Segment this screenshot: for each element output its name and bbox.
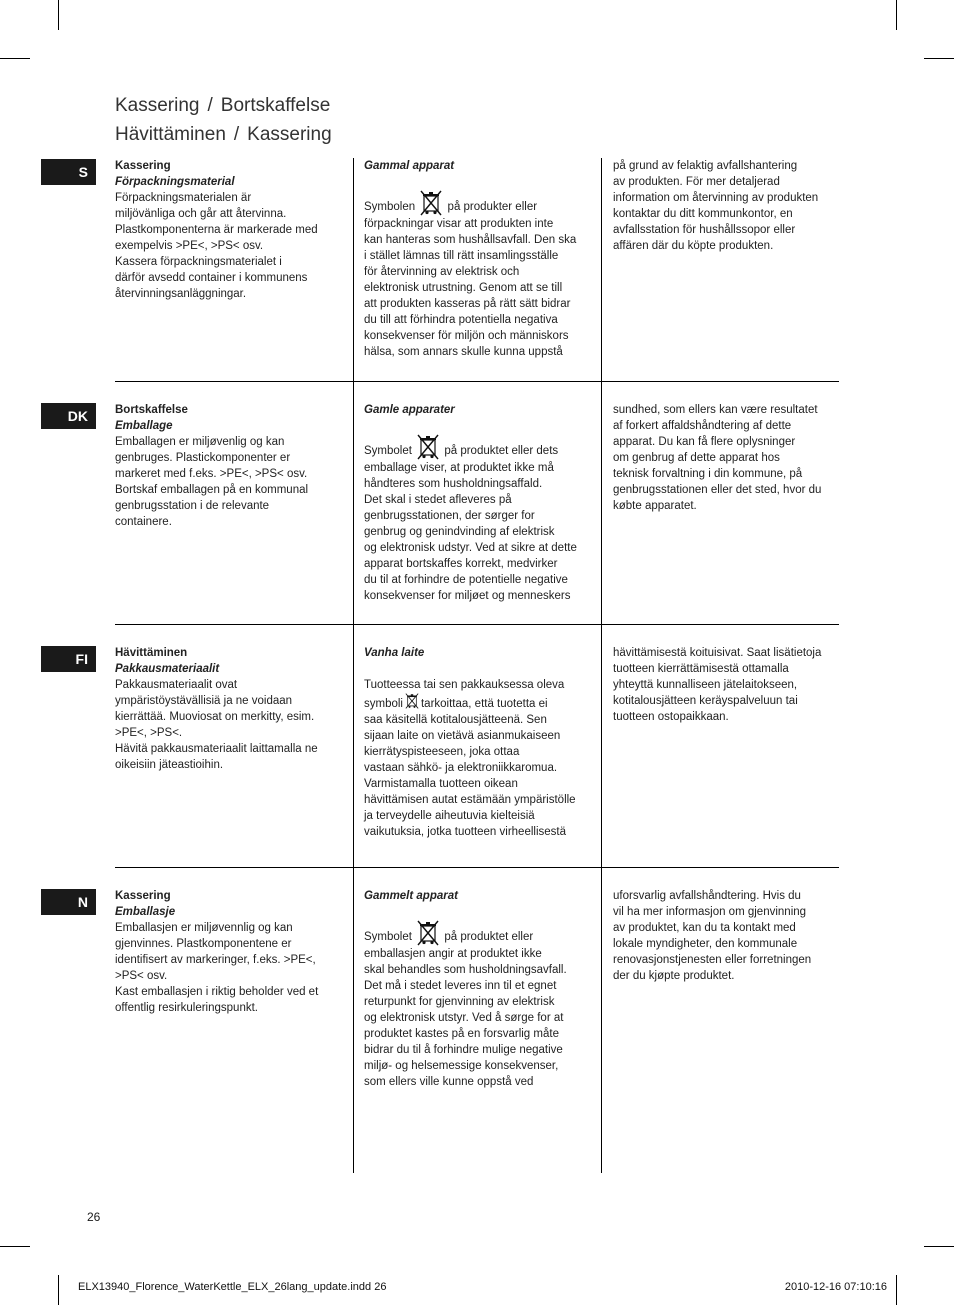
symbol-line (364, 693, 594, 712)
body-text: Symbolet (364, 445, 412, 457)
body-text: uforsvarlig avfallshåndtering. Hvis du vil ha mer informasjon om gjenvinning av produktet, kan du ta kontakt med lokale myndigheter, den kommunale renovasjonstjenesten eller forretningen der du kjøpte produktet. (613, 890, 812, 982)
symbol-line (364, 190, 594, 216)
section-norwegian (0, 888, 954, 1131)
body-text: Förpackningsmaterialen är miljövänliga och går att återvinna. Plastkomponenterna är markerade med exempelvis >PE<, >PS< osv. Kassera förpackningsmaterialet i därför avsedd container i kommunens återvinningsanläggningar. (115, 192, 318, 300)
body-text: förpackningar visar att produkten inte kan hanteras som hushållsavfall. Den ska i stället lämnas till rätt insamlingsställe för återvinning av elektrisk och elektronisk utrustning. Genom att se till att produkten kasseras på rätt sätt bidrar du till att förhindra potentiella negativa konsekvenser för miljön och människors hälsa, som annars skulle kunna uppstå (364, 218, 577, 358)
packaging-column (115, 645, 341, 773)
body-text: på produktet eller (444, 931, 534, 943)
section-finnish (0, 645, 954, 888)
body-text: Symbolet (364, 931, 412, 943)
crossed-out-wheelie-bin-icon (417, 434, 439, 460)
section-heading: Hävittäminen (115, 647, 188, 659)
section-subheading: Pakkausmateriaalit (115, 663, 220, 675)
crossed-out-wheelie-bin-icon (405, 693, 419, 709)
continuation-column (613, 888, 841, 984)
body-text: saa käsitellä kotitalousjätteenä. Sen sijaan laite on vietävä asianmukaiseen kierrätyspisteeseen, joka ottaa vastaan sähkö- ja elektroniikkaromua. Varmistamalla tuotteen oikean hävittämisen autat estämään ympäristölle ja terveydelle aiheutuvia kielteisiä vaikutuksia, jotka tuotteen virheellisestä (364, 714, 576, 838)
section-subheading: Emballasje (115, 906, 176, 918)
packaging-column (115, 158, 341, 302)
footer-timestamp: 2010-12-16 07:10:16 (784, 1281, 887, 1293)
language-tag: N (41, 889, 96, 915)
language-tag: S (41, 159, 96, 185)
packaging-column (115, 402, 341, 530)
body-text: Emballagen er miljøvenlig og kan genbruges. Plastickomponenter er markeret med f.eks. >PE<, >PS< osv. Bortskaf emballagen på en kommunal genbrugsstation i de relevante containere. (115, 436, 309, 528)
title-separator: / (207, 95, 213, 116)
old-appliance-column (364, 402, 594, 604)
body-text: Tuotteessa tai sen pakkauksessa oleva (364, 679, 565, 691)
old-appliance-column (364, 888, 594, 1090)
body-text: på produktet eller dets (444, 445, 559, 457)
section-heading: Bortskaffelse (115, 404, 188, 416)
crop-mark (924, 58, 954, 59)
body-text: sundhed, som ellers kan være resultatet af forkert affaldshåndtering af dette apparat. Du kan få flere oplysninger om genbrug af dette apparat hos teknisk forvaltning i din kommune, på genbrugsstationen eller det sted, hvor du købte apparatet. (613, 404, 822, 512)
page-number: 26 (87, 1210, 101, 1224)
crop-mark (58, 1275, 59, 1305)
section-heading: Kassering (115, 890, 171, 902)
body-text: emballage viser, at produktet ikke må håndteres som husholdningsaffald. Det skal i stedet afleveres på genbrugsstationen, der sørger for genbrug og genindvinding af elektrisk og elektronisk udstyr. Ved at sikre at dette apparat bortskaffes korrekt, medvirker du til at forhindre de potentielle negative konsekvenser for miljøet og menneskers (364, 462, 577, 602)
crop-mark (896, 1275, 897, 1305)
body-text: emballasjen angir at produktet ikke skal behandles som husholdningsavfall. Det må i stedet leveres inn til et egnet returpunkt for gjenvinning av elektrisk og elektronisk utstyr. Ved å sørge for at produktet kastes på en forsvarlig måte bidrar du til å forhindre mulige negative miljø- og helsemessige konsekvenser, som ellers ville kunne oppstå ved (364, 948, 567, 1088)
crop-mark (924, 1246, 954, 1247)
section-subheading: Gamle apparater (364, 404, 455, 416)
crop-mark (0, 1246, 30, 1247)
packaging-column (115, 888, 341, 1016)
body-text: tarkoittaa, että tuotetta ei (420, 698, 548, 710)
continuation-column (613, 402, 841, 514)
crossed-out-wheelie-bin-icon (420, 190, 442, 216)
body-text: på grund av felaktig avfallshantering av produkten. För mer detaljerad information om återvinning av produkten kontaktar du ditt kommunkontor, en avfallsstation för hushållssopor eller affären där du köpte produkten. (613, 160, 819, 252)
crop-mark (0, 58, 30, 59)
body-text: symboli (364, 698, 403, 710)
section-subheading: Gammelt apparat (364, 890, 458, 902)
section-subheading: Vanha laite (364, 647, 425, 659)
body-text: Symbolen (364, 201, 416, 213)
crossed-out-wheelie-bin-icon (417, 920, 439, 946)
title-part: Kassering (115, 95, 200, 116)
symbol-line (364, 920, 594, 946)
old-appliance-column (364, 645, 594, 840)
page-title-line-1 (115, 94, 330, 118)
body-text: Emballasjen er miljøvennlig og kan gjenvinnes. Plastkomponentene er identifisert av markeringer, f.eks. >PE<, >PS< osv. Kast emballasjen i riktig beholder ved et offentlig resirkuleringspunkt. (115, 922, 319, 1014)
title-part: Hävittäminen (115, 124, 226, 145)
title-separator: / (233, 124, 240, 145)
symbol-line (364, 434, 594, 460)
language-tag: DK (41, 403, 96, 429)
section-subheading: Gammal apparat (364, 160, 455, 172)
title-part: Bortskaffelse (220, 95, 331, 116)
continuation-column (613, 158, 841, 254)
page-title-line-2 (115, 123, 332, 147)
continuation-column (613, 645, 841, 725)
crop-mark (58, 0, 59, 30)
title-part: Kassering (247, 124, 332, 145)
section-heading: Kassering (115, 160, 171, 172)
footer-filename: ELX13940_Florence_WaterKettle_ELX_26lang_update.indd 26 (78, 1281, 387, 1293)
crop-mark (896, 0, 897, 30)
body-text: hävittämisestä koituisivat. Saat lisätietoja tuotteen kierrättämisestä ottamalla yhteyttä kunnalliseen jätelaitokseen, kotitalousjätteen keräyspalveluun tai tuotteen ostopaikkaan. (613, 647, 822, 723)
body-text: på produkter eller (447, 201, 538, 213)
language-tag: FI (41, 646, 96, 672)
section-swedish (0, 158, 954, 401)
body-text: Pakkausmateriaalit ovat ympäristöystävällisiä ja ne voidaan kierrättää. Muoviosat on merkitty, esim. >PE<, >PS<. Hävitä pakkausmateriaalit laittamalla ne oikeisiin jäteastioihin. (115, 679, 318, 771)
section-subheading: Förpackningsmaterial (115, 176, 235, 188)
old-appliance-column (364, 158, 594, 360)
section-subheading: Emballage (115, 420, 173, 432)
section-danish (0, 402, 954, 645)
